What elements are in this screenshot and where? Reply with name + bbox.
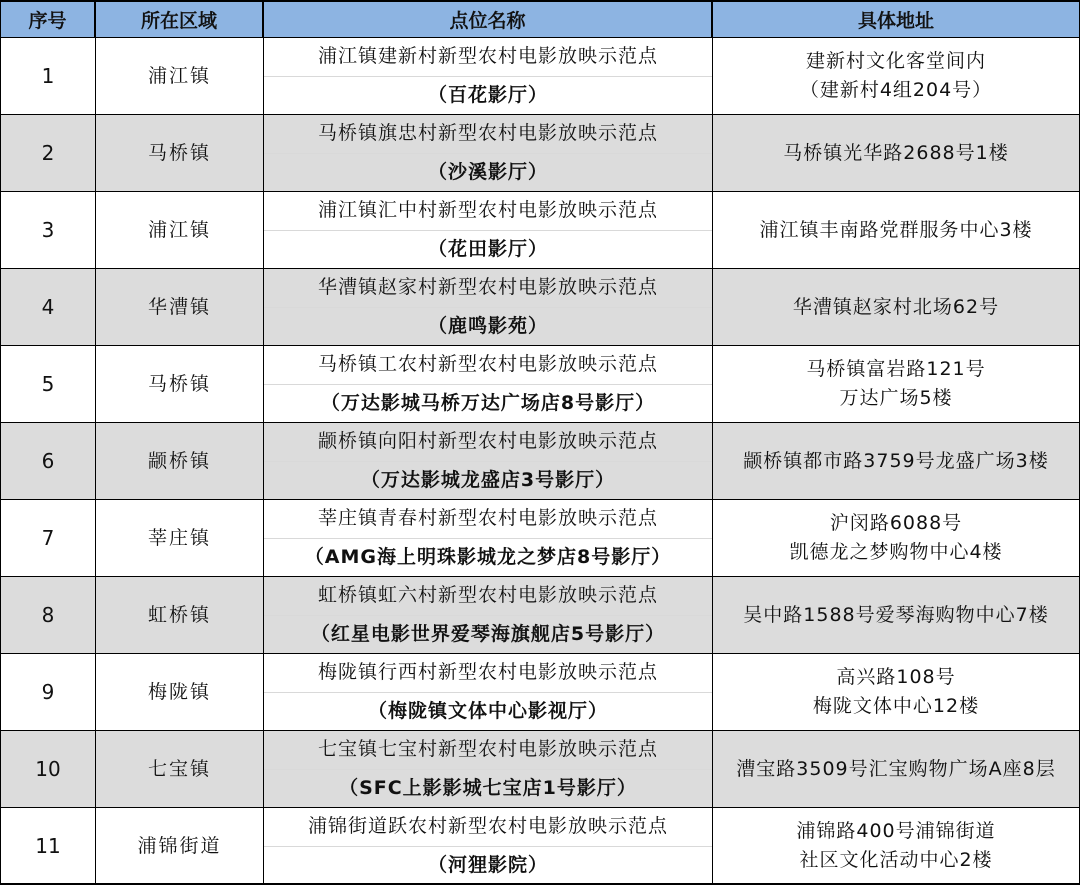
- row-venue-name: [263, 500, 712, 577]
- row-area: 梅陇镇: [95, 654, 263, 731]
- row-number: 3: [0, 192, 95, 269]
- address-line: 浦锦路400号浦锦街道: [796, 820, 996, 843]
- row-venue-name: [263, 115, 712, 192]
- row-address: [712, 808, 1080, 885]
- address-line: 吴中路1588号爱琴海购物中心7楼: [743, 603, 1049, 626]
- row-number: 2: [0, 115, 95, 192]
- row-number: 4: [0, 269, 95, 346]
- row-venue-name: [263, 654, 712, 731]
- venue-name-line: 梅陇镇行西村新型农村电影放映示范点: [264, 654, 712, 693]
- venue-hall-line: （SFC上影影城七宝店1号影厅）: [339, 776, 637, 799]
- row-venue-name: [263, 38, 712, 115]
- row-address: [712, 423, 1080, 500]
- venue-hall-line: （花田影厅）: [427, 237, 548, 260]
- header-area: 所在区域: [95, 0, 263, 38]
- row-venue-name: [263, 577, 712, 654]
- row-area: 马桥镇: [95, 115, 263, 192]
- row-number: 11: [0, 808, 95, 885]
- row-area: 华漕镇: [95, 269, 263, 346]
- row-number: 6: [0, 423, 95, 500]
- row-area: 浦江镇: [95, 38, 263, 115]
- row-number: 1: [0, 38, 95, 115]
- header-no: 序号: [0, 0, 95, 38]
- row-number: 7: [0, 500, 95, 577]
- row-address: [712, 38, 1080, 115]
- address-line: 浦江镇丰南路党群服务中心3楼: [759, 218, 1033, 241]
- venue-name-line: 莘庄镇青春村新型农村电影放映示范点: [264, 500, 712, 539]
- venue-hall-line: （河狸影院）: [427, 853, 548, 876]
- row-address: [712, 500, 1080, 577]
- row-area: 虹桥镇: [95, 577, 263, 654]
- row-number: 9: [0, 654, 95, 731]
- row-address: [712, 115, 1080, 192]
- header-address: 具体地址: [712, 0, 1080, 38]
- row-area: 七宝镇: [95, 731, 263, 808]
- venue-hall-line: （沙溪影厅）: [427, 160, 548, 183]
- address-line: 华漕镇赵家村北场62号: [792, 295, 1000, 318]
- row-venue-name: [263, 346, 712, 423]
- venue-name-line: 颛桥镇向阳村新型农村电影放映示范点: [264, 423, 712, 462]
- row-venue-name: [263, 423, 712, 500]
- row-venue-name: [263, 269, 712, 346]
- row-area: 颛桥镇: [95, 423, 263, 500]
- venue-name-line: 浦江镇建新村新型农村电影放映示范点: [264, 38, 712, 77]
- row-venue-name: [263, 731, 712, 808]
- address-line: （建新村4组204号）: [799, 79, 993, 101]
- row-address: [712, 731, 1080, 808]
- address-line: 漕宝路3509号汇宝购物广场A座8层: [736, 757, 1056, 780]
- venue-hall-line: （鹿鸣影苑）: [427, 314, 548, 337]
- venue-hall-line: （万达影城龙盛店3号影厅）: [360, 468, 616, 491]
- row-address: [712, 654, 1080, 731]
- address-line: 建新村文化客堂间内: [805, 50, 986, 73]
- address-line: 沪闵路6088号: [829, 512, 963, 535]
- address-line: 万达广场5楼: [839, 387, 953, 409]
- venue-name-line: 华漕镇赵家村新型农村电影放映示范点: [264, 269, 712, 308]
- venue-hall-line: （万达影城马桥万达广场店8号影厅）: [320, 391, 656, 414]
- address-line: 颛桥镇都市路3759号龙盛广场3楼: [743, 449, 1049, 472]
- row-venue-name: [263, 192, 712, 269]
- row-address: [712, 577, 1080, 654]
- row-area: 莘庄镇: [95, 500, 263, 577]
- venue-name-line: 马桥镇工农村新型农村电影放映示范点: [264, 346, 712, 385]
- venue-name-line: 虹桥镇虹六村新型农村电影放映示范点: [264, 577, 712, 616]
- address-line: 梅陇文体中心12楼: [812, 695, 980, 717]
- row-address: [712, 269, 1080, 346]
- row-area: 马桥镇: [95, 346, 263, 423]
- venue-name-line: 浦锦街道跃农村新型农村电影放映示范点: [264, 808, 712, 847]
- venue-name-line: 七宝镇七宝村新型农村电影放映示范点: [264, 731, 712, 770]
- header-venue-name: 点位名称: [263, 0, 712, 38]
- address-line: 高兴路108号: [836, 666, 956, 689]
- venue-hall-line: （梅陇镇文体中心影视厅）: [367, 699, 608, 722]
- row-number: 8: [0, 577, 95, 654]
- venue-name-line: 马桥镇旗忠村新型农村电影放映示范点: [264, 115, 712, 154]
- address-line: 凯德龙之梦购物中心4楼: [789, 541, 1003, 563]
- venue-hall-line: （百花影厅）: [427, 83, 548, 106]
- row-number: 5: [0, 346, 95, 423]
- address-line: 马桥镇光华路2688号1楼: [783, 141, 1009, 164]
- venue-name-line: 浦江镇汇中村新型农村电影放映示范点: [264, 192, 712, 231]
- venue-hall-line: （AMG海上明珠影城龙之梦店8号影厅）: [304, 545, 672, 568]
- address-line: 社区文化活动中心2楼: [799, 849, 993, 871]
- row-number: 10: [0, 731, 95, 808]
- row-area: 浦锦街道: [95, 808, 263, 885]
- row-address: [712, 346, 1080, 423]
- row-address: [712, 192, 1080, 269]
- venue-hall-line: （红星电影世界爱琴海旗舰店5号影厅）: [310, 622, 666, 645]
- row-area: 浦江镇: [95, 192, 263, 269]
- row-venue-name: [263, 808, 712, 885]
- address-line: 马桥镇富岩路121号: [806, 358, 986, 381]
